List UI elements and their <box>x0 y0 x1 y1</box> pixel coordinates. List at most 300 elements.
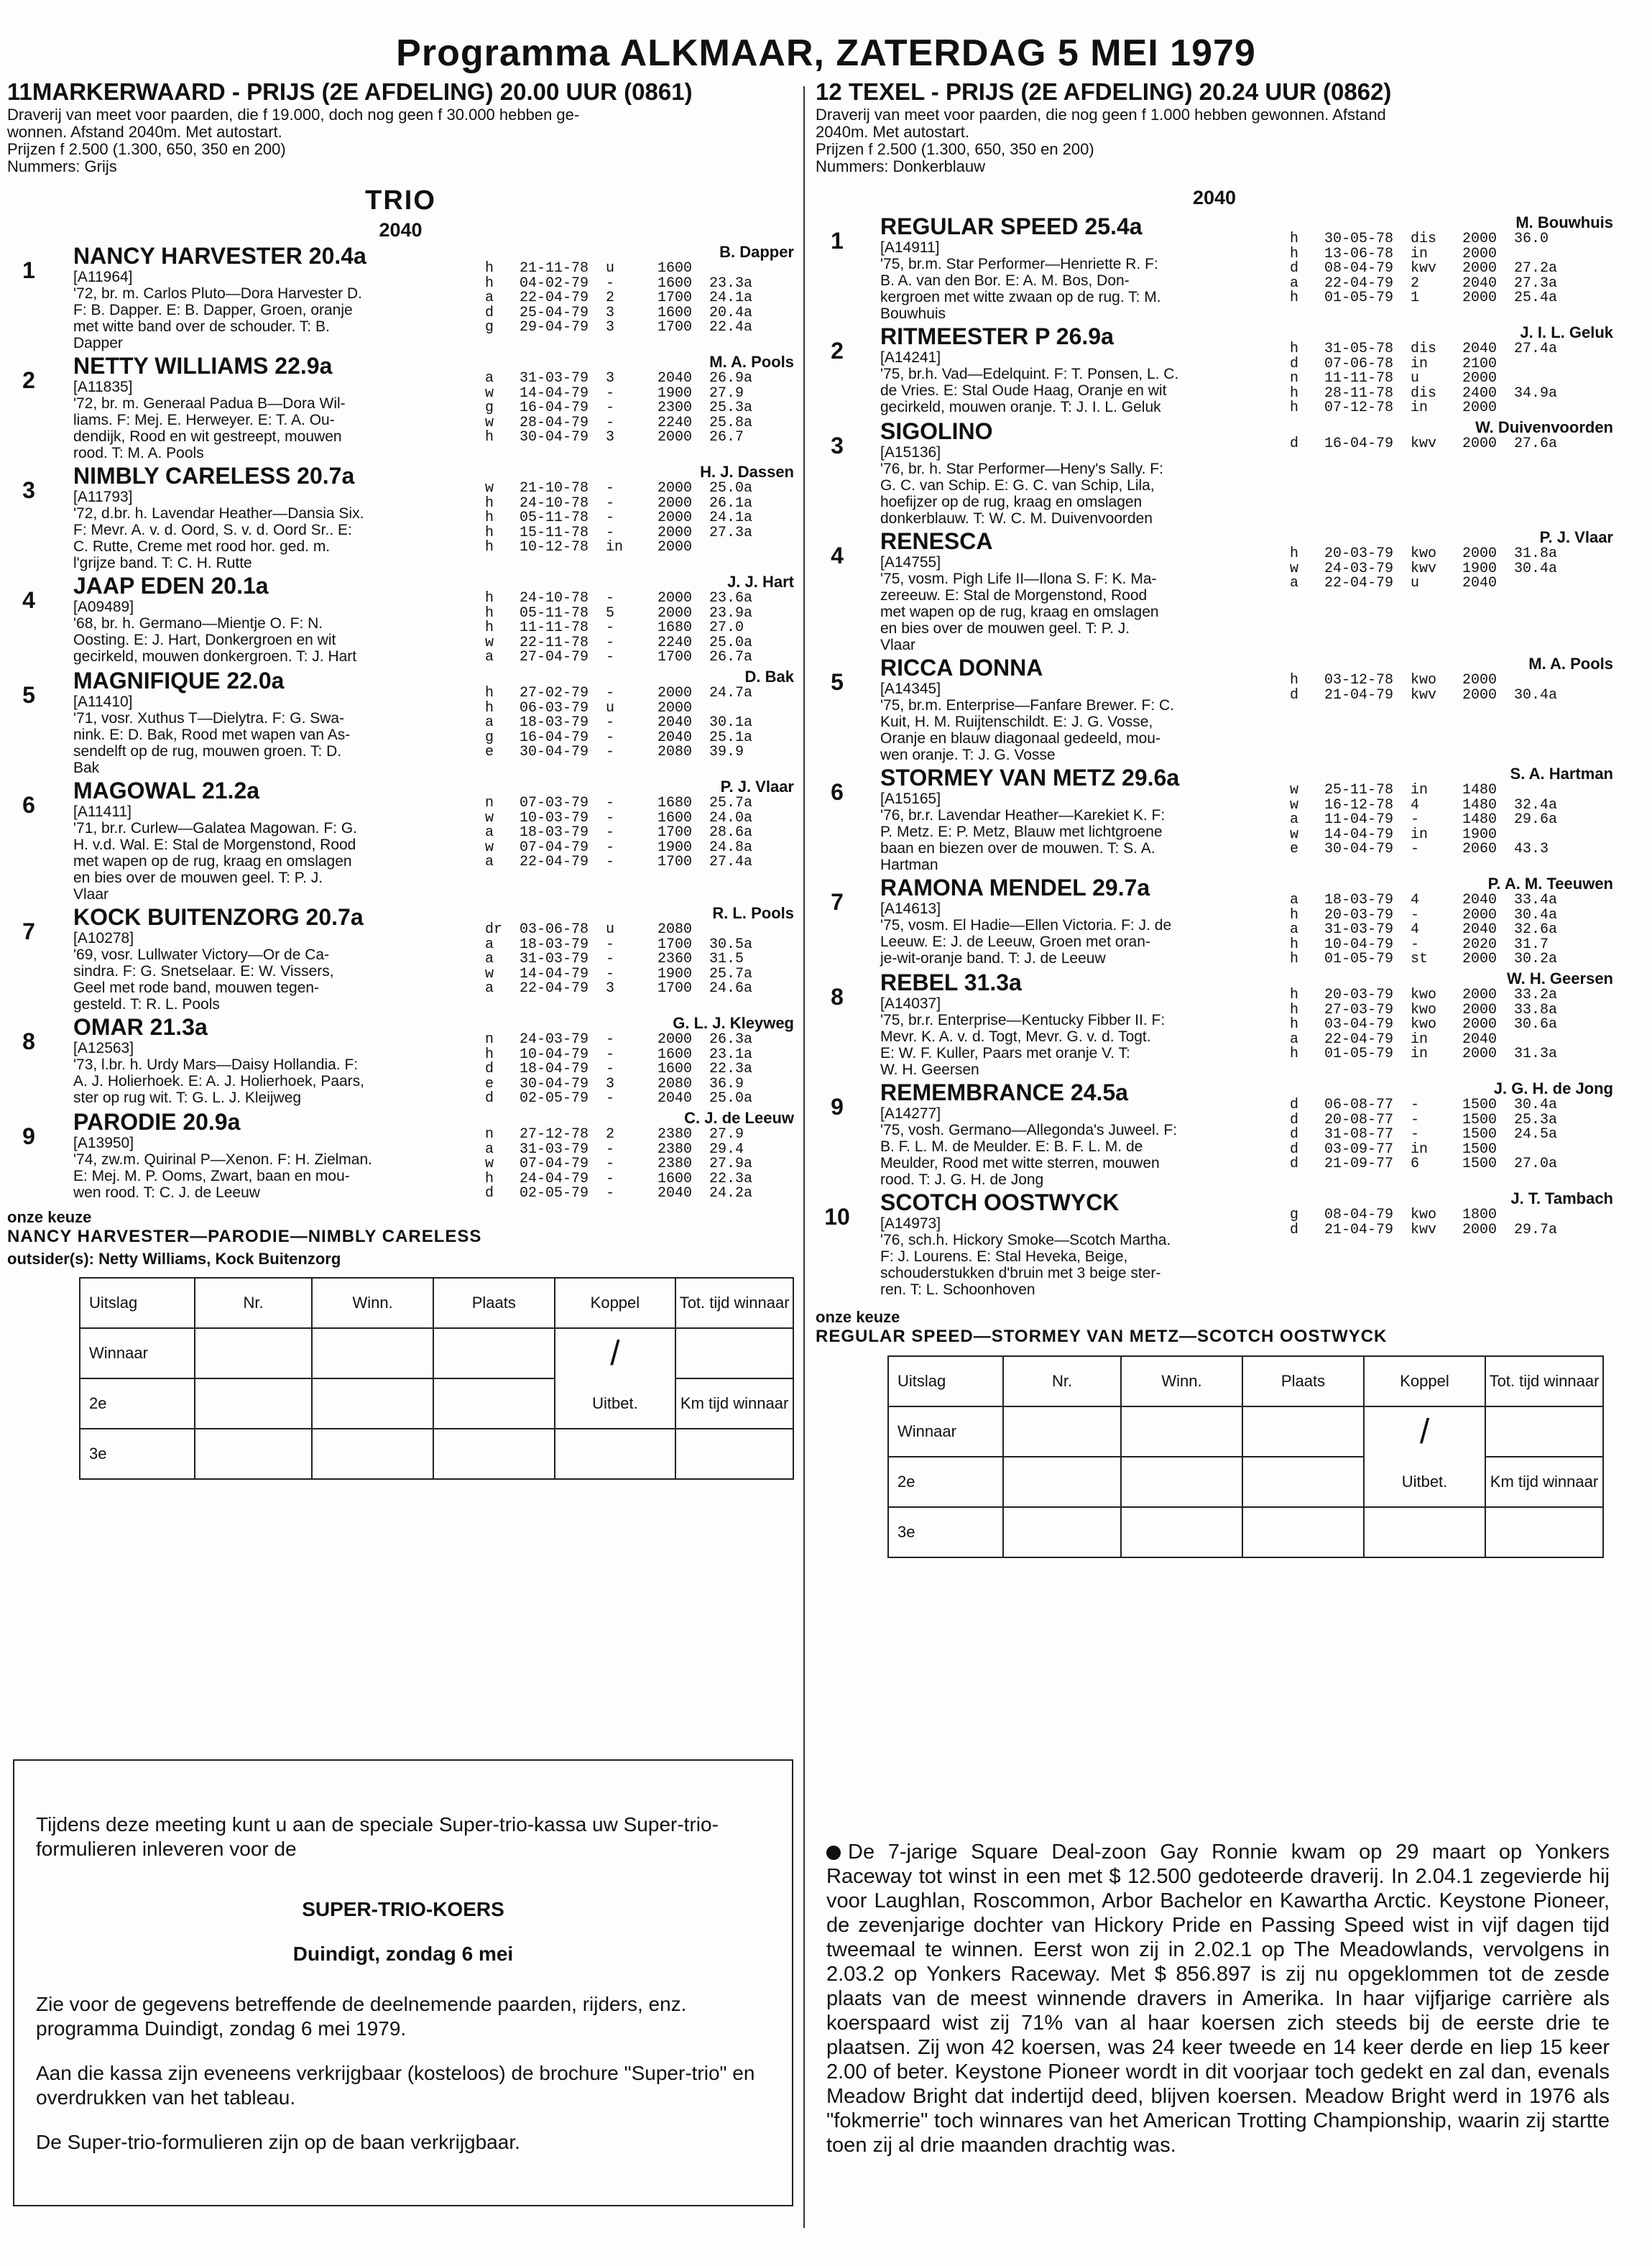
horse-info-line: met wapen op de rug, kraag en omslagen <box>73 853 352 870</box>
horse-number: 6 <box>831 779 844 805</box>
result-line: w 22-11-78 - 2240 25.0a <box>485 634 753 651</box>
race-distance: 2040 <box>1192 187 1237 208</box>
trio-label: TRIO <box>365 185 436 216</box>
horse-main <box>880 875 1297 967</box>
km-tijd-label: Km tijd winnaar <box>675 1378 793 1429</box>
horse-number: 7 <box>22 918 35 944</box>
horse-main <box>880 418 1297 527</box>
horse-info <box>880 1105 1297 1188</box>
horse-main <box>73 463 476 571</box>
horse-number: 7 <box>831 889 844 915</box>
horse-name: SCOTCH OOSTWYCK <box>880 1189 1120 1215</box>
table-header-cell: Winn. <box>312 1278 433 1328</box>
race-12-column <box>816 79 1613 1558</box>
result-line: w 07-04-79 - 1900 24.8a <box>485 839 753 856</box>
table-header-cell: Nr. <box>195 1278 313 1328</box>
horse-main <box>880 528 1297 653</box>
horse-results <box>1290 783 1557 857</box>
horse-name: REMEMBRANCE 24.5a <box>880 1079 1128 1105</box>
result-line: w 21-10-78 - 2000 25.0a <box>485 480 753 497</box>
result-line: a 27-04-79 - 1700 26.7a <box>485 649 753 665</box>
result-line: a 18-03-79 - 1700 30.5a <box>485 936 753 953</box>
horse-info-line: rood. T: J. G. H. de Jong <box>880 1171 1044 1188</box>
table-cell <box>312 1429 433 1479</box>
result-line: a 22-04-79 2 1700 24.1a <box>485 290 753 306</box>
horse-info <box>880 444 1297 527</box>
horse-info-line: E: W. F. Kuller, Paars met oranje V. T: <box>880 1045 1130 1061</box>
result-line: h 05-11-78 5 2000 23.9a <box>485 604 753 622</box>
horse-trainer: R. L. Pools <box>712 904 794 922</box>
horse-info-line: hoefijzer op de rug, kraag en omslagen <box>880 494 1143 510</box>
horse-info-line: '73, l.br. h. Urdy Mars—Daisy Hollandia. F: <box>73 1056 359 1073</box>
horse-entry <box>7 1014 794 1107</box>
horse-trainer: B. Dapper <box>719 243 794 261</box>
horse-info-line: '72, br. m. Carlos Pluto—Dora Harvester D. <box>73 285 362 302</box>
table-cell <box>433 1378 555 1429</box>
result-line: a 31-03-79 4 2040 32.6a <box>1290 921 1558 938</box>
news-article <box>826 1840 1610 2157</box>
result-line: g 08-04-79 kwo 1800 <box>1290 1207 1498 1223</box>
result-line: n 07-03-79 - 1680 25.7a <box>485 795 753 811</box>
horse-entry <box>7 573 794 666</box>
horse-info <box>880 349 1297 415</box>
result-line: e 30-04-79 3 2080 36.9 <box>485 1075 744 1092</box>
table-cell <box>1242 1457 1364 1507</box>
horse-info <box>880 1215 1297 1298</box>
horse-main <box>73 1109 476 1201</box>
result-line: h 21-11-78 u 1600 <box>485 260 693 277</box>
result-line: h 20-03-79 kwo 2000 31.8a <box>1290 545 1558 562</box>
race-header: 12 TEXEL - PRIJS (2E AFDELING) 20.24 UUR (0862) <box>816 78 1392 105</box>
horse-info-line: F: J. Lourens. E: Stal Heveka, Beige, <box>880 1248 1128 1265</box>
horse-main <box>880 323 1297 415</box>
horse-trainer: G. L. J. Kleyweg <box>673 1014 794 1032</box>
horse-info-line: '71, vosr. Xuthus T—Dielytra. F: G. Swa- <box>73 710 345 727</box>
table-row <box>80 1378 793 1429</box>
horse-name: RICCA DONNA <box>880 655 1043 681</box>
result-line: d 02-05-79 - 2040 25.0a <box>485 1090 753 1107</box>
horse-results <box>485 482 752 556</box>
race-11-column <box>7 79 794 1480</box>
race-description-line: wonnen. Afstand 2040m. Met autostart. <box>7 123 282 141</box>
result-line: h 31-05-78 dis 2040 27.4a <box>1290 341 1558 357</box>
horse-info-line: [A14973] <box>880 1215 941 1232</box>
table-row <box>80 1429 793 1479</box>
horse-main <box>73 243 476 351</box>
horse-results <box>1290 437 1557 452</box>
info-event-date: Duindigt, zondag 6 mei <box>292 1943 514 1965</box>
horse-info-line: [A11410] <box>73 694 133 710</box>
horse-info-line: '75, vosh. Germano—Allegonda's Juweel. F: <box>880 1122 1178 1138</box>
horse-name: STORMEY VAN METZ 29.6a <box>880 765 1180 791</box>
horse-info-line: [A11964] <box>73 269 133 285</box>
horse-info-line: rood. T: M. A. Pools <box>73 445 204 461</box>
result-line: w 14-04-79 - 1900 27.9 <box>485 384 744 402</box>
result-line: h 10-04-79 - 1600 23.1a <box>485 1046 753 1063</box>
horse-trainer: M. A. Pools <box>1528 655 1613 673</box>
horse-number: 4 <box>831 543 844 568</box>
table-cell <box>675 1429 793 1479</box>
bullet-icon <box>826 1846 841 1860</box>
table-cell <box>1242 1507 1364 1557</box>
horse-results <box>1290 1098 1557 1172</box>
horse-number: 5 <box>831 669 844 695</box>
horse-trainer: J. I. L. Geluk <box>1520 323 1613 341</box>
race-description-line: Nummers: Donkerblauw <box>816 157 985 175</box>
horse-trainer: D. Bak <box>744 668 794 686</box>
horse-trainer: P. J. Vlaar <box>1539 528 1613 546</box>
horse-entry <box>816 970 1613 1078</box>
horse-info-line: Vlaar <box>880 637 916 653</box>
horse-entry <box>7 904 794 1013</box>
horse-main <box>73 668 476 776</box>
km-tijd-label: Km tijd winnaar <box>1485 1457 1603 1507</box>
horse-list <box>816 213 1613 1298</box>
table-cell <box>1364 1507 1485 1557</box>
result-line: d 20-08-77 - 1500 25.3a <box>1290 1111 1558 1128</box>
horse-results <box>485 686 752 760</box>
horse-results <box>1290 673 1557 703</box>
horse-main <box>880 1189 1297 1298</box>
table-cell <box>1003 1406 1121 1457</box>
table-row <box>888 1507 1603 1557</box>
table-header-cell: Tot. tijd winnaar <box>675 1278 793 1328</box>
result-line: w 07-04-79 - 2380 27.9a <box>485 1156 753 1172</box>
result-line: d 02-05-79 - 2040 24.2a <box>485 1185 753 1202</box>
table-header-cell: Plaats <box>1242 1356 1364 1406</box>
horse-info <box>73 930 476 1013</box>
horse-results <box>1290 1208 1557 1238</box>
keuze-value: NANCY HARVESTER—PARODIE—NIMBLY CARELESS <box>7 1227 482 1246</box>
result-line: w 14-04-79 in 1900 <box>1290 826 1498 843</box>
horse-entry <box>816 875 1613 968</box>
horse-info-line: [A14755] <box>880 554 941 571</box>
result-line: a 18-03-79 - 2040 30.1a <box>485 714 753 731</box>
result-line: n 24-03-79 - 2000 26.3a <box>485 1031 753 1048</box>
horse-info-line: met witte band over de schouder. T: B. <box>73 318 330 335</box>
horse-entry <box>7 668 794 776</box>
table-row <box>888 1406 1603 1457</box>
result-line: h 24-10-78 - 2000 23.6a <box>485 590 753 607</box>
horse-number: 6 <box>22 792 35 818</box>
result-line: d 21-09-77 6 1500 27.0a <box>1290 1156 1558 1172</box>
horse-list <box>7 243 794 1202</box>
horse-info-line: [A12563] <box>73 1040 134 1056</box>
horse-info-line: nink. E: D. Bak, Rood met wapen van As- <box>73 727 351 743</box>
horse-info <box>880 791 1297 873</box>
result-line: a 22-04-79 2 2040 27.3a <box>1290 275 1558 292</box>
horse-info-line: F: Mevr. A. v. d. Oord, S. v. d. Oord Sr.. E: <box>73 522 352 538</box>
koppel-slash: / <box>555 1328 676 1378</box>
horse-info-line: [A14345] <box>880 681 941 697</box>
result-line: dr 03-06-78 u 2080 <box>485 921 693 938</box>
horse-entry <box>816 323 1613 417</box>
result-line: h 03-12-78 kwo 2000 <box>1290 672 1498 688</box>
table-header-cell: Winn. <box>1121 1356 1242 1406</box>
horse-info-line: '75, br.m. Enterprise—Fanfare Brewer. F: C. <box>880 697 1174 714</box>
horse-info-line: [A14277] <box>880 1105 941 1122</box>
horse-info-line: F: B. Dapper. E: B. Dapper, Groen, oranje <box>73 302 353 318</box>
result-line: h 20-03-79 - 2000 30.4a <box>1290 906 1558 924</box>
result-line: w 14-04-79 - 1900 25.7a <box>485 965 753 982</box>
horse-results <box>485 1128 752 1202</box>
horse-info-line: '76, sch.h. Hickory Smoke—Scotch Martha. <box>880 1232 1171 1248</box>
horse-number: 3 <box>831 433 844 459</box>
horse-info-line: zereeuw. E: Stal de Morgenstond, Rood <box>880 587 1148 604</box>
table-cell <box>1121 1406 1242 1457</box>
result-line: w 25-11-78 in 1480 <box>1290 782 1498 798</box>
horse-trainer: J. T. Tambach <box>1510 1189 1613 1207</box>
horse-trainer: P. J. Vlaar <box>720 778 794 796</box>
horse-info-line: [A13950] <box>73 1135 134 1151</box>
horse-info-line: Hartman <box>880 857 938 873</box>
super-trio-info-box <box>13 1759 793 2206</box>
table-cell <box>195 1378 313 1429</box>
horse-main <box>880 970 1297 1078</box>
horse-info-line: Leeuw. E: J. de Leeuw, Groen met oran- <box>880 934 1150 950</box>
horse-info-line: sendelft op de rug, mouwen groen. T: D. <box>73 743 342 760</box>
horse-trainer: H. J. Dassen <box>700 463 794 481</box>
horse-info-line: [A14911] <box>880 239 940 256</box>
outsiders: outsider(s): Netty Williams, Kock Buitenzorg <box>7 1250 341 1268</box>
horse-info-line: Meulder, Rood met witte sterren, mouwen <box>880 1155 1160 1171</box>
horse-number: 1 <box>831 228 844 254</box>
result-line: h 13-06-78 in 2000 <box>1290 245 1498 262</box>
table-cell <box>433 1429 555 1479</box>
result-line: h 01-05-79 in 2000 31.3a <box>1290 1046 1558 1062</box>
uitbet-label: Uitbet. <box>555 1378 676 1429</box>
horse-info-line: donkerblauw. T: W. C. M. Duivenvoorden <box>880 510 1153 527</box>
horse-info-line: '68, br. h. Germano—Mientje O. F: N. <box>73 615 323 632</box>
horse-info-line: [A11411] <box>73 803 131 820</box>
result-line: a 22-04-79 - 1700 27.4a <box>485 854 753 870</box>
result-table-wrap <box>887 1355 1613 1558</box>
horse-info <box>73 489 476 571</box>
news-text: De 7-jarige Square Deal-zoon Gay Ronnie kwam op 29 maart op Yonkers Raceway tot winst in een met $ 12.500 gedoteerde draverij. In 2.04.1 zegevierde hij voor Laughlan, Roscommon, Arbor Bachelor en Kawartha Arctic. Keystone Pioneer, de zevenjarige dochter van Hickory Pride en Passing Speed wist in vijf dagen tijd tweemaal te winnen. Eerst won zij in 2.02.1 op The Meadowlands, vervolgens in 2.03.2 op Yonkers Raceway. Met $ 856.897 is zij nu opgeklommen tot de zesde plaats van de meest winnende dravers in Amerika. In haar vijfjarige carrière als koerspaard wist zij 71% van al haar koersen zich steeds bij de eerste drie te plaatsen. Zij won 42 koersen, was 24 keer tweede en 14 keer derde en liep 15 keer 2.00 of beter. Keystone Pioneer wordt in dit voorjaar toch gedekt en zal dan, evenals Meadow Bright dat indertijd deed, blijven koersen. Meadow Bright werd in 1976 als "fokmerrie" toch winnares van het American Trotting Championship, waarin zij startte toen zij al drie maanden drachtig was. <box>826 1841 1610 2157</box>
result-line: a 22-04-79 u 2040 <box>1290 575 1498 591</box>
table-header-cell: Uitslag <box>80 1278 195 1328</box>
table-cell <box>1485 1507 1603 1557</box>
result-line: h 15-11-78 - 2000 27.3a <box>485 524 753 541</box>
horse-number: 8 <box>22 1028 35 1054</box>
horse-name: NETTY WILLIAMS 22.9a <box>73 353 333 379</box>
horse-name: RITMEESTER P 26.9a <box>880 323 1114 349</box>
horse-info-line: [A15136] <box>880 444 941 461</box>
horse-trainer: W. Duivenvoorden <box>1475 418 1613 436</box>
horse-info-line: P. Metz. E: P. Metz, Blauw met lichtgroene <box>880 824 1163 840</box>
horse-info-line: en bies over de mouwen geel. T: P. J. <box>73 870 323 886</box>
horse-info-line: E: Mej. M. P. Ooms, Zwart, baan en mou- <box>73 1168 350 1184</box>
horse-name: RENESCA <box>880 528 993 554</box>
horse-info-line: [A14241] <box>880 349 941 366</box>
horse-info <box>73 379 476 461</box>
horse-trainer: J. G. H. de Jong <box>1493 1079 1613 1097</box>
table-cell <box>1003 1507 1121 1557</box>
table-row <box>888 1457 1603 1507</box>
table-header-cell: Plaats <box>433 1278 555 1328</box>
horse-info-line: Dapper <box>73 335 123 351</box>
keuze-label: onze keuze <box>816 1308 900 1326</box>
result-line: g 16-04-79 - 2040 25.1a <box>485 729 753 746</box>
horse-info-line: en bies over de mouwen geel. T: P. J. <box>880 620 1130 637</box>
horse-trainer: J. J. Hart <box>727 573 794 591</box>
horse-info <box>880 681 1297 763</box>
horse-info-line: je-wit-oranje band. T: J. de Leeuw <box>880 950 1106 967</box>
horse-info-line: Vlaar <box>73 886 109 903</box>
result-line: d 21-04-79 kwv 2000 30.4a <box>1290 686 1558 704</box>
koppel-slash: / <box>1364 1406 1485 1457</box>
race-description-line: Prijzen f 2.500 (1.300, 650, 350 en 200) <box>816 140 1094 158</box>
race-description <box>7 106 794 175</box>
horse-info-line: Oranje en blauw diagonaal gedeeld, mou- <box>880 730 1160 747</box>
info-event: SUPER-TRIO-KOERS <box>302 1898 504 1920</box>
horse-info <box>880 554 1297 653</box>
horse-entry <box>816 528 1613 653</box>
horse-number: 4 <box>22 587 35 613</box>
table-row-label: 2e <box>80 1378 195 1429</box>
race-description <box>816 106 1613 175</box>
horse-info-line: '72, br. m. Generaal Padua B—Dora Wil- <box>73 395 346 412</box>
horse-entry <box>816 418 1613 527</box>
horse-number: 3 <box>22 477 35 503</box>
table-cell <box>555 1429 676 1479</box>
horse-info-line: '76, br.r. Lavendar Heather—Karekiet K. F: <box>880 807 1166 824</box>
table-header-cell: Koppel <box>1364 1356 1485 1406</box>
horse-info-line: wen oranje. T: J. G. Vosse <box>880 747 1056 763</box>
horse-info-line: '71, br.r. Curlew—Galatea Magowan. F: G. <box>73 820 358 837</box>
horse-results <box>485 1033 752 1107</box>
horse-info-line: '75, vosm. Pigh Life II—Ilona S. F: K. Ma- <box>880 571 1157 587</box>
horse-results <box>485 796 752 870</box>
result-line: d 16-04-79 kwv 2000 27.6a <box>1290 436 1558 452</box>
result-line: a 31-03-79 - 2360 31.5 <box>485 951 744 967</box>
horse-number: 8 <box>831 984 844 1010</box>
result-line: g 29-04-79 3 1700 22.4a <box>485 319 753 336</box>
horse-entry <box>7 243 794 351</box>
horse-info-line: Oosting. E: J. Hart, Donkergroen en wit <box>73 632 336 648</box>
horse-info-line: met wapen op de rug, kraag en omslagen <box>880 604 1159 620</box>
horse-results <box>1290 342 1557 416</box>
horse-results <box>1290 988 1557 1062</box>
horse-info-line: gecirkeld, mouwen donkergroen. T: J. Hart <box>73 648 357 665</box>
horse-info <box>73 803 476 903</box>
horse-info-line: [A10278] <box>73 930 134 947</box>
result-table-wrap <box>79 1277 794 1480</box>
result-line: w 28-04-79 - 2240 25.8a <box>485 414 753 431</box>
horse-info-line: Geel met rode band, mouwen tegen- <box>73 980 320 996</box>
horse-entry <box>816 765 1613 873</box>
horse-info <box>73 269 476 351</box>
result-line: h 06-03-79 u 2000 <box>485 699 693 717</box>
horse-info <box>880 901 1297 967</box>
table-row-label: Winnaar <box>888 1406 1003 1457</box>
race-description-line: Draverij van meet voor paarden, die nog geen f 1.000 hebben gewonnen. Afstand <box>816 106 1386 124</box>
horse-info-line: '75, br.h. Vad—Edelquint. F: T. Ponsen, L. C. <box>880 366 1179 382</box>
horse-results <box>485 372 752 446</box>
table-row <box>80 1328 793 1378</box>
horse-entry <box>816 213 1613 322</box>
horse-info <box>73 1135 476 1201</box>
race-description-line: Nummers: Grijs <box>7 157 117 175</box>
table-cell <box>195 1429 313 1479</box>
horse-entry <box>816 1079 1613 1188</box>
race-description-line: Prijzen f 2.500 (1.300, 650, 350 en 200) <box>7 140 286 158</box>
horse-info <box>73 599 476 665</box>
horse-info-line: '69, vosr. Lullwater Victory—Or de Ca- <box>73 947 330 963</box>
horse-info-line: Bouwhuis <box>880 305 946 322</box>
result-line: h 30-05-78 dis 2000 36.0 <box>1290 231 1549 247</box>
horse-info-line: C. Rutte, Creme met rood hor. ged. m. <box>73 538 331 555</box>
table-row-label: 2e <box>888 1457 1003 1507</box>
horse-results <box>485 923 752 997</box>
horse-entry <box>7 353 794 461</box>
horse-info-line: '74, zw.m. Quirinal P—Xenon. F: H. Zielman. <box>73 1151 372 1168</box>
horse-info-line: baan en biezen over de mouwen. T: S. A. <box>880 840 1155 857</box>
race-header: 11MARKERWAARD - PRIJS (2E AFDELING) 20.00 UUR (0861) <box>7 78 693 105</box>
table-cell <box>312 1328 433 1378</box>
result-line: h 24-04-79 - 1600 22.3a <box>485 1170 753 1187</box>
uitbet-label: Uitbet. <box>1364 1457 1485 1507</box>
horse-number: 2 <box>22 367 35 393</box>
table-row-label: 3e <box>80 1429 195 1479</box>
table-header-cell: Tot. tijd winnaar <box>1485 1356 1603 1406</box>
result-line: a 31-03-79 - 2380 29.4 <box>485 1141 744 1158</box>
horse-trainer: M. Bouwhuis <box>1515 213 1613 231</box>
result-line: d 25-04-79 3 1600 20.4a <box>485 304 753 321</box>
horse-entry <box>816 655 1613 763</box>
horse-trainer: C. J. de Leeuw <box>684 1109 794 1127</box>
page-title: Programma ALKMAAR, ZATERDAG 5 MEI 1979 <box>396 32 1256 74</box>
horse-main <box>73 353 476 461</box>
horse-info-line: liams. F: Mej. E. Herweyer. E: T. A. Ou- <box>73 412 335 428</box>
result-line: h 10-04-79 - 2020 31.7 <box>1290 936 1549 953</box>
horse-entry <box>7 1109 794 1202</box>
horse-info-line: kergroen met witte zwaan op de rug. T: M. <box>880 289 1161 305</box>
table-cell <box>312 1378 433 1429</box>
horse-info-line: [A11835] <box>73 379 133 395</box>
result-line: n 11-11-78 u 2000 <box>1290 370 1498 387</box>
horse-info-line: '75, vosm. El Hadie—Ellen Victoria. F: J. de <box>880 917 1172 934</box>
horse-entry <box>816 1189 1613 1298</box>
horse-main <box>73 573 476 665</box>
horse-info-line: '75, br.r. Enterprise—Kentucky Fibber II. F: <box>880 1012 1166 1028</box>
horse-trainer: M. A. Pools <box>709 353 794 371</box>
horse-name: PARODIE 20.9a <box>73 1109 241 1135</box>
horse-trainer: S. A. Hartman <box>1510 765 1613 783</box>
table-cell <box>1121 1507 1242 1557</box>
horse-trainer: P. A. M. Teeuwen <box>1487 875 1613 893</box>
horse-info <box>73 1040 476 1106</box>
result-line: h 03-04-79 kwo 2000 30.6a <box>1290 1016 1558 1033</box>
result-line: h 28-11-78 dis 2400 34.9a <box>1290 384 1558 402</box>
horse-main <box>880 1079 1297 1188</box>
horse-info-line: gecirkeld, mouwen oranje. T: J. I. L. Geluk <box>880 399 1161 415</box>
horse-results <box>485 262 752 336</box>
horse-info-line: l'grijze band. T: C. H. Rutte <box>73 555 252 571</box>
horse-entry <box>7 778 794 903</box>
table-cell <box>1003 1457 1121 1507</box>
horse-info <box>73 694 476 776</box>
result-line: n 27-12-78 2 2380 27.9 <box>485 1126 744 1143</box>
result-line: h 01-05-79 1 2000 25.4a <box>1290 290 1558 306</box>
race-distance: 2040 <box>379 219 423 241</box>
result-line: h 20-03-79 kwo 2000 33.2a <box>1290 987 1558 1003</box>
horse-info-line: Bak <box>73 760 100 776</box>
horse-info-line: W. H. Geersen <box>880 1061 979 1078</box>
horse-name: REBEL 31.3a <box>880 970 1022 995</box>
horse-info-line: '76, br. h. Star Performer—Heny's Sally. F: <box>880 461 1163 477</box>
result-line: h 01-05-79 st 2000 30.2a <box>1290 951 1558 967</box>
